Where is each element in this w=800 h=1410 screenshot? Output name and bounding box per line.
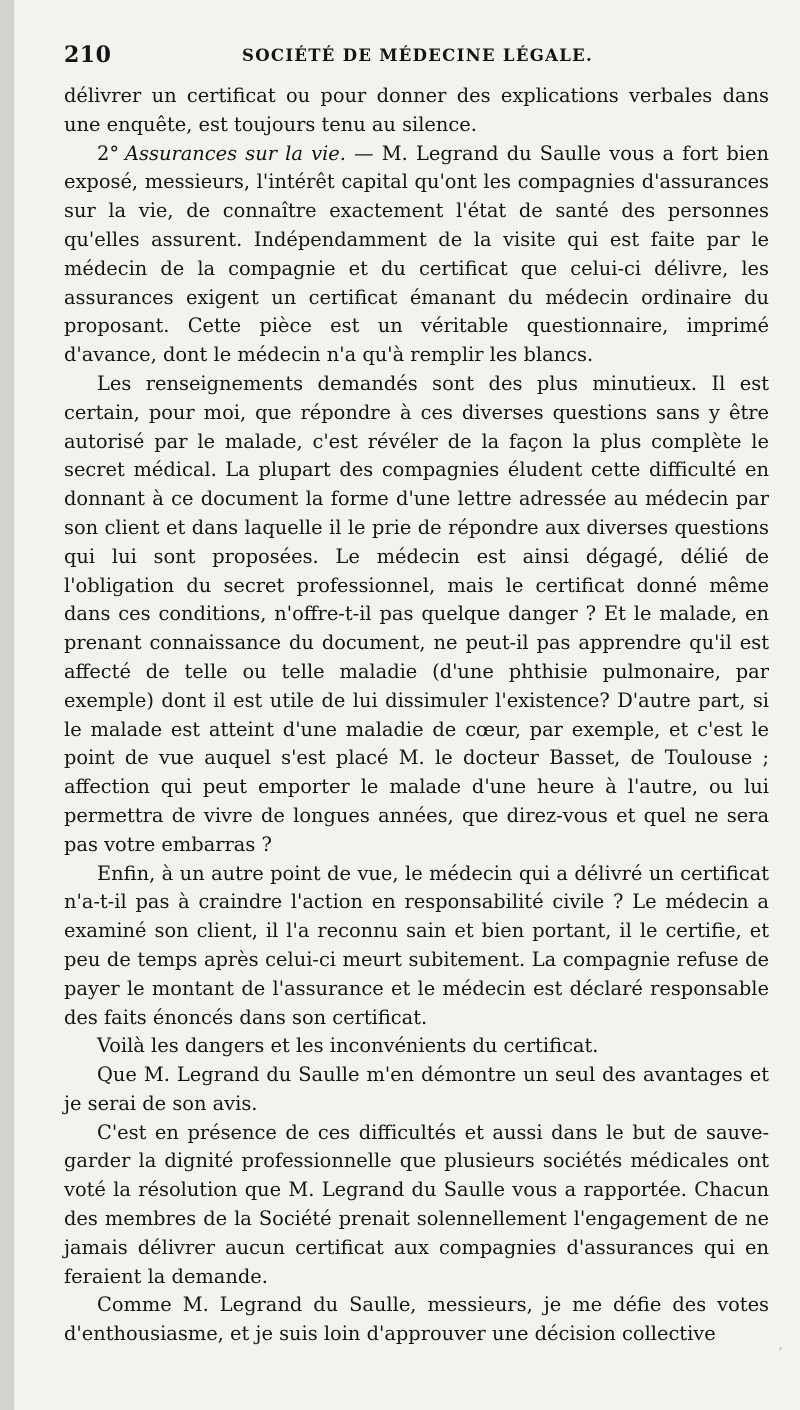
paragraph-2	[64, 140, 769, 370]
scan-speck	[779, 1347, 782, 1350]
paragraph-1: délivrer un certificat ou pour donner des explications verbales dans une enquête, est toujours tenu au silence.	[64, 84, 769, 136]
section-number: 2°	[97, 141, 120, 165]
paragraph-4: Enfin, à un autre point de vue, le médecin qui a délivré un certificat n'a-t-il pas à craindre l'action en responsabilité civile ? Le médecin a examiné son client, il l'a reconnu sain et bien portant, il le certifie, et peu de temps après celui-ci meurt subitement. La compagnie refuse de payer le montant de l'assurance et le médecin est déclaré responsable des faits énoncés dans son certificat.	[64, 861, 769, 1029]
paragraph-7: C'est en présence de ces difficultés et aussi dans le but de sauvegarder la dignité professionnelle que plusieurs sociétés médicales ont voté la résolution que M. Legrand du Saulle vous a rapportée. Chacun des membres de la Société prenait solennellement l'engagement de ne jamais délivrer aucun certificat aux compagnies d'assurances qui en feraient la demande.	[64, 1120, 769, 1288]
paragraph-6: Que M. Legrand du Saulle m'en démontre un seul des avantages et je serai de son avis.	[64, 1063, 769, 1115]
paragraph-8: Comme M. Legrand du Saulle, messieurs, je me défie des votes d'enthousiasme, et je suis loin d'approuver une décision collective	[64, 1293, 769, 1346]
page-number: 210	[64, 42, 112, 68]
paragraph-2-text: M. Legrand du Saulle vous a fort bien exposé, messieurs, l'intérêt capital qu'ont les compagnies d'assurances sur la vie, de connaître exactement l'état de santé des personnes qu'elles assurent. Indépendamment de la visite qui est faite par le médecin de la compagnie et du certificat que celui-ci délivre, les assurances exigent un certificat émanant du médecin ordinaire du proposant. Cette pièce est un véritable questionnaire, imprimé d'avance, dont le médecin n'a qu'à remplir les blancs.	[64, 141, 769, 367]
running-title: SOCIÉTÉ DE MÉDECINE LÉGALE.	[242, 46, 594, 65]
paragraph-3: Les renseignements demandés sont des plus minutieux. Il est certain, pour moi, que répondre à ces diverses questions sans y être autorisé par le malade, c'est révéler de la façon la plus complète le secret médical. La plupart des compagnies éludent cette difficulté en donnant à ce document la forme d'une lettre adressée au médecin par son client et dans laquelle il le prie de répondre aux diverses questions qui lui sont proposées. Le médecin est ainsi dégagé, délié de l'obligation du secret professionnel, mais le certificat donné même dans ces conditions, n'offre-t-il pas quelque danger ? Et le malade, en prenant connaissance du document, ne peut-il pas apprendre qu'il est affecté de telle ou telle maladie (d'une phthisie pulmonaire, par exemple) dont il est utile de lui dissimuler l'existence? D'autre part, si le malade est atteint d'une maladie de cœur, par exemple, et c'est le point de vue auquel s'est placé M. le docteur Basset, de Toulouse ; affection qui peut emporter le malade d'une heure à l'autre, ou lui permettra de vivre de longues années, que direz-vous et quel ne sera pas votre embarras ?	[64, 371, 769, 856]
paragraph-5: Voilà les dangers et les inconvénients du certificat.	[97, 1034, 599, 1058]
section-title: Assurances sur la vie. —	[125, 141, 374, 165]
running-head	[64, 42, 764, 76]
body-text	[64, 82, 769, 1349]
